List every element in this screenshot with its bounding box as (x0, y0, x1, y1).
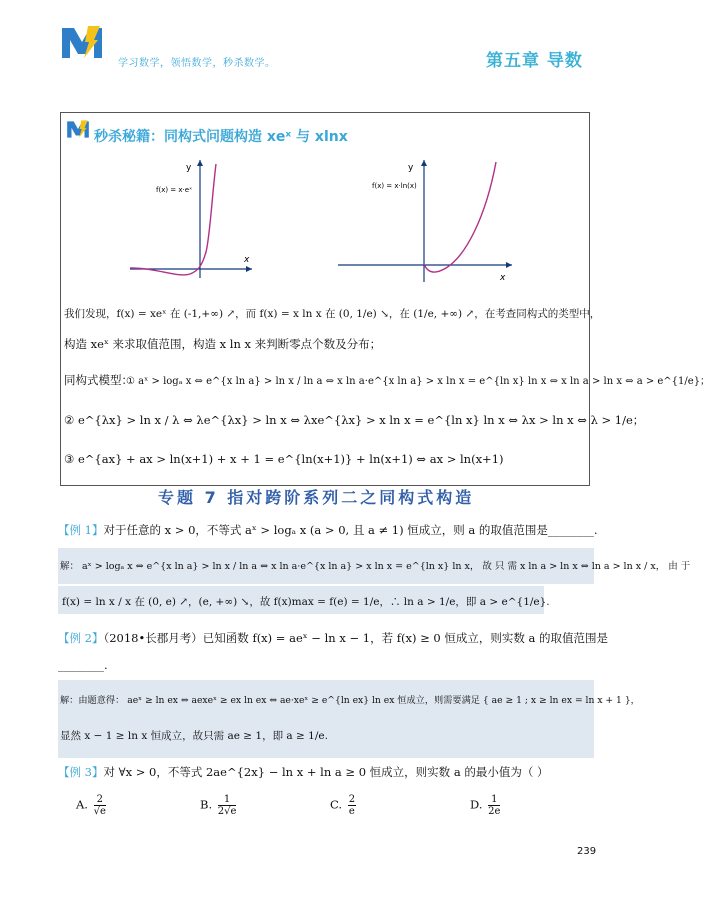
example1 (58, 522, 598, 538)
example3-question: 对 ∀x > 0，不等式 2ae^{2x} − ln x + ln a ≥ 0 恒成立，则实数 a 的最小值为（ ） (103, 765, 549, 779)
slogan: 学习数学，领悟数学，秒杀数学。 (118, 58, 276, 69)
chapter-title: 第五章 导数 (486, 51, 583, 71)
box-line-4: ② e^{λx} > ln x / λ ⇔ λe^{λx} > ln x ⇔ λxe^{λx} > x ln x = e^{ln x} ln x ⇔ λx > ln x ⇔ λ > 1/e； (64, 413, 645, 427)
option-a[interactable] (76, 794, 108, 817)
example2-solution-line1: 解：由题意得： aeˣ ≥ ln ex ⇔ aexeˣ ≥ ex ln ex ⇔ ae·xeˣ ≥ e^{ln ex} ln ex 恒成立，则需要满足 { ae ≥ 1 ; x ≥ ln ex = ln x + 1 }， (60, 695, 640, 706)
example1-solution-line2: f(x) = ln x / x 在 (0, e) ↗，(e, +∞) ↘，故 f(x)max = f(e) = 1/e，∴ ln a > 1/e，即 a > e^{1/e}. (62, 596, 550, 608)
graph2-x-label: x (500, 273, 506, 283)
example3-label: 【例 3】 (58, 765, 104, 779)
option-c[interactable] (330, 794, 358, 817)
small-brand-logo (65, 118, 91, 140)
example2 (58, 630, 608, 646)
option-c-den: e (348, 806, 355, 817)
example1-solution-line1: 解： aˣ > logₐ x ⇔ e^{x ln a} > ln x / ln a ⇔ x ln a·e^{x ln a} > x ln x = e^{ln x} ln x， 故 只 需 x ln a > ln x ⇔ ln a > ln x / x， 由 于 (60, 561, 691, 572)
option-c-num: 2 (348, 794, 356, 805)
example2-label: 【例 2】 (58, 631, 104, 645)
graph-xex (128, 156, 258, 280)
graph1-func-label: f(x) = x·eˣ (156, 186, 193, 194)
option-b-den: 2√e (217, 806, 237, 817)
box-line-2: 构造 xeˣ 来求取值范围，构造 x ln x 来判断零点个数及分布； (64, 337, 382, 351)
box-line-3-label: 同构式模型： (64, 373, 133, 387)
box-line-1: 我们发现，f(x) = xeˣ 在 (-1,+∞) ↗，而 f(x) = x ln x 在 (0, 1/e) ↘，在 (1/e, +∞) ↗，在考查同构式的类型中， (64, 308, 601, 320)
brand-logo (58, 22, 106, 62)
box-line-3: ① aˣ > logₐ x ⇔ e^{x ln a} > ln x / ln a ⇔ x ln a·e^{x ln a} > x ln x = e^{ln x} ln x ⇔ x ln a > ln x ⇔ a > e^{1/e}； (126, 376, 710, 387)
graph-xlnx (336, 156, 516, 284)
page-number: 239 (577, 846, 597, 857)
option-d-den: 2e (488, 806, 501, 817)
graph1-x-label: x (244, 255, 250, 265)
option-d-num: 1 (488, 794, 500, 806)
option-b-letter: B. (200, 797, 213, 812)
section-heading: 专题 7 指对跨阶系列二之同构式构造 (158, 488, 475, 507)
option-d-letter: D. (470, 797, 483, 812)
example2-question: （2018•长郡月考）已知函数 f(x) = aeˣ − ln x − 1，若 f(x) ≥ 0 恒成立，则实数 a 的取值范围是 (103, 631, 609, 645)
example2-blank: ________. (58, 658, 108, 672)
example1-question: 对于任意的 x > 0，不等式 aˣ > logₐ x (a > 0, 且 a ≠ 1) 恒成立，则 a 的取值范围是________. (103, 523, 598, 537)
box-line-5: ③ e^{ax} + ax > ln(x+1) + x + 1 = e^{ln(x+1)} + ln(x+1) ⇔ ax > ln(x+1) (64, 452, 504, 466)
graph2-func-label: f(x) = x·ln(x) (372, 182, 417, 190)
graph1-y-label: y (186, 163, 192, 173)
option-b[interactable] (200, 794, 238, 817)
option-c-letter: C. (330, 797, 343, 812)
option-a-den: √e (93, 806, 106, 817)
option-b-num: 1 (218, 794, 237, 806)
option-d[interactable] (470, 794, 502, 817)
option-a-num: 2 (94, 794, 106, 806)
tip-title: 秒杀秘籍：同构式问题构造 xeˣ 与 xlnx (94, 129, 348, 145)
option-a-letter: A. (76, 797, 88, 812)
example3 (58, 764, 549, 780)
example1-label: 【例 1】 (58, 523, 104, 537)
graph2-y-label: y (408, 163, 414, 173)
example2-solution-line2: 显然 x − 1 ≥ ln x 恒成立，故只需 ae ≥ 1，即 a ≥ 1/e. (60, 730, 328, 742)
